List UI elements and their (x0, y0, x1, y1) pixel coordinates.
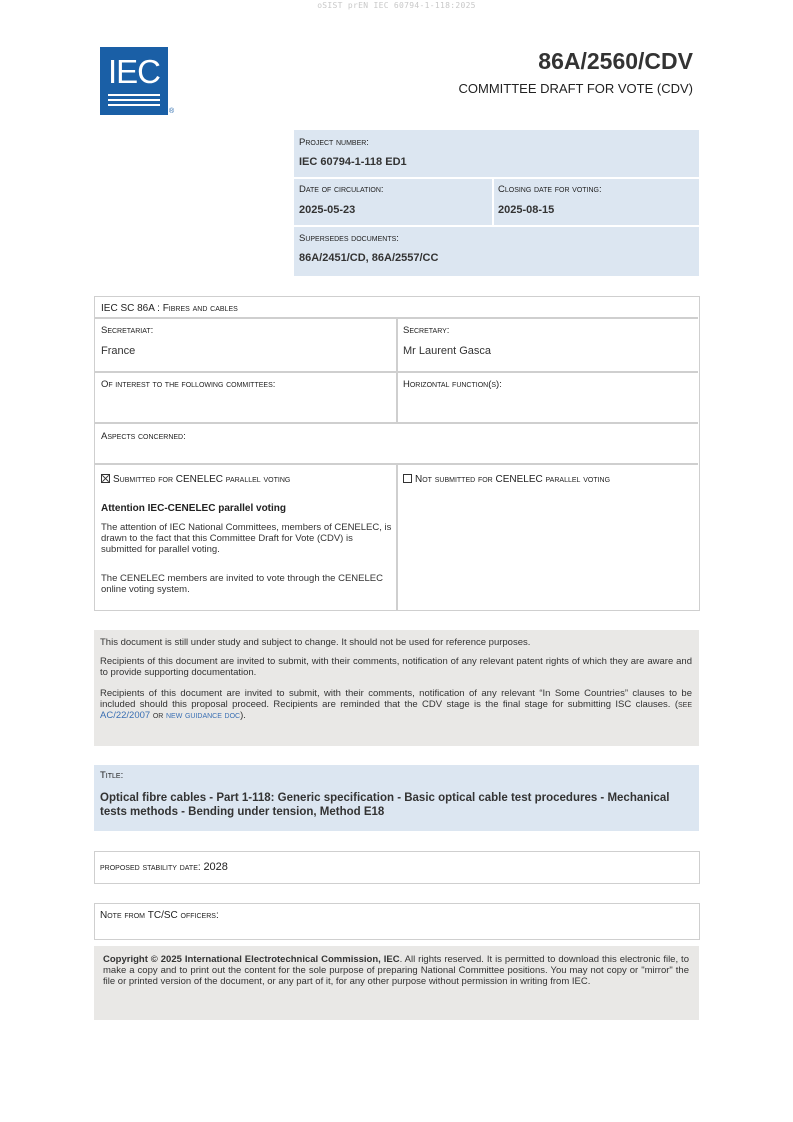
horizontal-label: Horizontal function(s): (403, 379, 502, 390)
notice-box (94, 630, 699, 746)
committee-table (94, 296, 700, 611)
closing-date-value: 2025-08-15 (498, 204, 555, 216)
aspects-label: Aspects concerned: (101, 431, 186, 442)
secretariat-label: Secretariat: (101, 325, 154, 336)
title-box (94, 765, 699, 831)
attention-paragraph-2: The CENELEC members are invited to vote through the CENELEC online voting system. (101, 573, 383, 595)
copyright-box (94, 946, 699, 1020)
circulation-date-label: Date of circulation: (299, 184, 384, 195)
notice-paragraph-2: Recipients of this document are invited to submit, with their comments, notification of any relevant patent rights of which they are aware and to provide supporting documentation. (100, 656, 692, 678)
closing-date-label: Closing date for voting: (498, 184, 602, 195)
attention-paragraph-1: The attention of IEC National Committees, members of CENELEC, is drawn to the fact that this Committee Draft for Vote (CDV) is submitted for parallel voting. (101, 522, 392, 555)
note-label: Note from TC/SC officers: (100, 910, 219, 921)
notice-paragraph-1: This document is still under study and subject to change. It should not be used for reference purposes. (100, 637, 531, 648)
stability-date: proposed stability date: 2028 (100, 861, 228, 873)
submitted-option: Submitted for CENELEC parallel voting (101, 474, 290, 485)
attention-heading: Attention IEC-CENELEC parallel voting (101, 503, 287, 514)
title-label: Title: (100, 770, 124, 781)
supersedes-value: 86A/2451/CD, 86A/2557/CC (299, 252, 439, 264)
document-type: COMMITTEE DRAFT FOR VOTE (CDV) (458, 81, 693, 96)
secretary-label: Secretary: (403, 325, 450, 336)
interest-label: Of interest to the following committees: (101, 379, 276, 390)
watermark: oSIST prEN IEC 60794-1-118:2025 (317, 1, 476, 10)
iec-logo (100, 47, 168, 115)
document-title: Optical fibre cables - Part 1-118: Generic specification - Basic optical cable test procedures - Mechanical tests methods - Bending under tension, Method E18 (100, 792, 670, 818)
secretariat-value: France (101, 345, 136, 357)
stability-box (94, 851, 700, 884)
sc-title: IEC SC 86A : Fibres and cables (101, 303, 238, 314)
notice-paragraph-3: Recipients of this document are invited to submit, with their comments, notification of any relevant “In Some Countries” clauses to be included should this proposal proceed. Recipients are reminded that the CDV stage is the final stage for submitting ISC clauses. (see AC/22/2007 or new guidance doc). (100, 688, 692, 721)
project-number-label: Project number: (299, 137, 369, 148)
circulation-date-cell (294, 179, 492, 225)
note-box (94, 903, 700, 940)
not-submitted-checkbox[interactable] (403, 474, 412, 483)
supersedes-cell (294, 227, 699, 276)
registered-mark: ® (169, 108, 175, 115)
logo-text: IEC (107, 53, 160, 90)
document-number: 86A/2560/CDV (538, 48, 693, 74)
secretary-value: Mr Laurent Gasca (403, 345, 492, 357)
circulation-date-value: 2025-05-23 (299, 204, 356, 216)
project-number-value: IEC 60794-1-118 ED1 (299, 156, 407, 168)
project-number-cell (294, 130, 699, 177)
not-submitted-option: Not submitted for CENELEC parallel voting (403, 474, 610, 485)
new-guidance-doc-link[interactable]: new guidance doc (165, 710, 241, 721)
closing-date-cell (494, 179, 699, 225)
copyright-text: Copyright © 2025 International Electrotechnical Commission, IEC. All rights reserved. It is permitted to download this electronic file, to make a copy and to print out the content for the sole purpose of preparing National Committee positions. You may not copy or "mirror" the file or printed version of the document, or any part of it, for any other purpose without permission in writing from IEC. (103, 954, 689, 987)
supersedes-label: Supersedes documents: (299, 233, 399, 244)
ac-22-2007-link[interactable]: AC/22/2007 (100, 710, 151, 721)
submitted-checkbox[interactable] (101, 474, 110, 483)
